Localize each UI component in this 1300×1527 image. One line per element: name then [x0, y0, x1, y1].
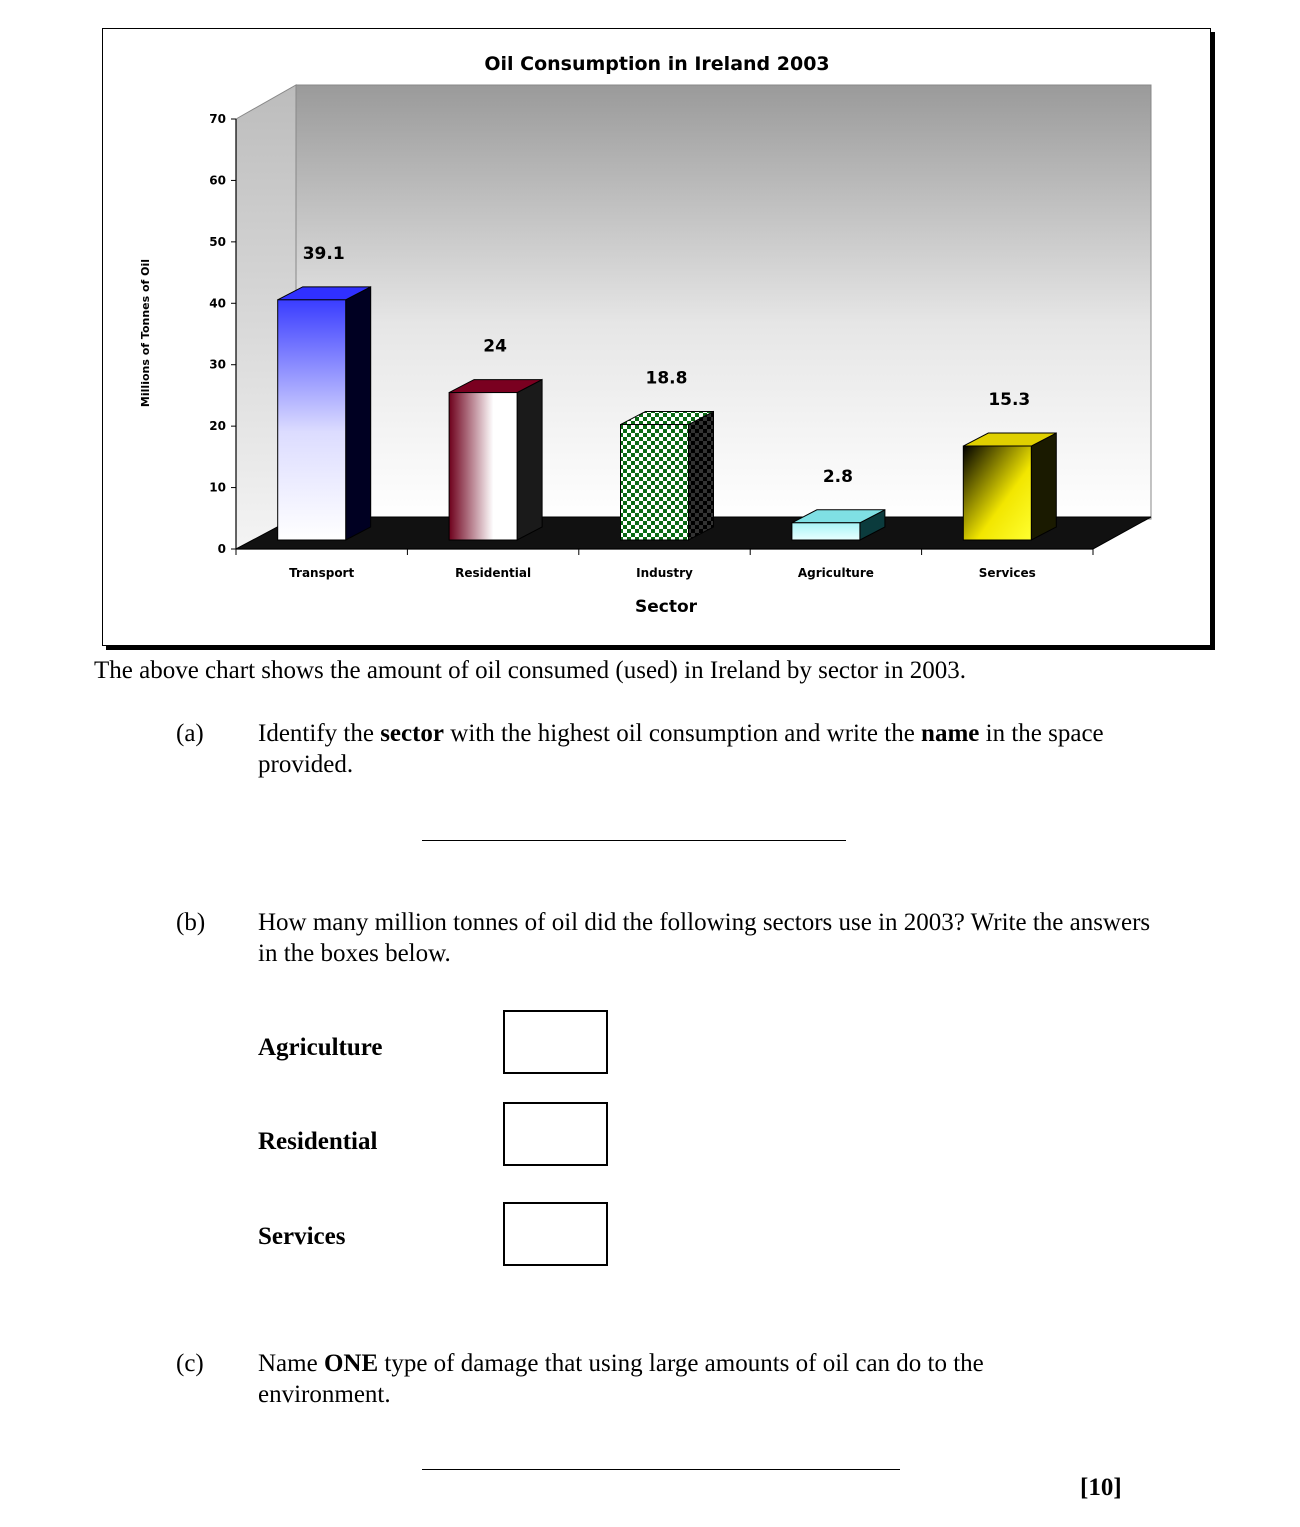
bar-side — [346, 287, 371, 540]
question-c-letter: (c) — [176, 1350, 204, 1377]
question-a-bold: sector — [380, 720, 445, 747]
marks-total: [10] — [1080, 1474, 1122, 1501]
y-tick-label: 70 — [209, 112, 226, 126]
question-b-letter: (b) — [176, 909, 206, 936]
question-a-text — [258, 718, 1138, 780]
answer-box-services[interactable] — [503, 1202, 608, 1266]
y-tick-label: 60 — [209, 173, 226, 188]
data-label: 2.8 — [822, 466, 853, 487]
bar — [278, 300, 346, 540]
chart-title: Oil Consumption in Ireland 2003 — [484, 53, 830, 75]
x-axis-label: Sector — [634, 597, 698, 617]
x-tick-label: Residential — [455, 566, 532, 580]
question-a-bold: name — [921, 720, 980, 747]
bar-side — [1031, 433, 1056, 540]
question-a-part: Identify the — [258, 720, 381, 747]
chart-description: The above chart shows the amount of oil consumed (used) in Ireland by sector in 2003. — [94, 657, 966, 684]
y-axis-label: Millions of Tonnes of Oil — [139, 258, 152, 408]
y-tick-label: 10 — [209, 480, 226, 495]
question-b-text: How many million tonnes of oil did the following sectors use in 2003? Write the answers in the boxes below. — [258, 909, 1151, 967]
answer-label-residential: Residential — [258, 1128, 378, 1155]
question-c-bold: ONE — [323, 1350, 379, 1377]
answer-label-agriculture: Agriculture — [258, 1034, 383, 1061]
oil-consumption-chart — [103, 29, 1210, 645]
x-tick-label: Transport — [289, 566, 355, 580]
bar-side — [517, 380, 542, 540]
chart-frame — [102, 28, 1211, 646]
question-a-part: in the space provided. — [258, 720, 1104, 778]
bar — [963, 446, 1031, 540]
answer-label-services: Services — [258, 1223, 346, 1250]
y-tick-label: 20 — [209, 419, 226, 434]
x-tick-label: Agriculture — [797, 566, 874, 580]
question-a-letter: (a) — [176, 720, 204, 747]
answer-line-c[interactable] — [422, 1469, 900, 1470]
bar — [621, 425, 689, 540]
data-label: 24 — [483, 336, 507, 357]
question-a-part: with the highest oil consumption and write the — [444, 720, 922, 747]
x-tick-label: Industry — [636, 566, 693, 580]
question-c-part: Name — [258, 1350, 324, 1377]
y-tick-label: 40 — [209, 296, 226, 311]
question-c-part: type of damage that using large amounts of oil can do to the environment. — [258, 1350, 984, 1408]
answer-box-agriculture[interactable] — [503, 1010, 608, 1074]
answer-box-residential[interactable] — [503, 1102, 608, 1166]
y-tick-label: 50 — [209, 234, 226, 249]
bar — [449, 393, 517, 540]
answer-line-a[interactable] — [422, 840, 846, 841]
data-label: 18.8 — [645, 368, 688, 389]
data-label: 15.3 — [988, 390, 1031, 411]
y-tick-label: 0 — [217, 542, 226, 556]
question-c-text — [258, 1348, 1078, 1410]
y-tick-label: 30 — [209, 357, 226, 372]
bar-side — [689, 412, 714, 540]
x-tick-label: Services — [978, 566, 1036, 580]
bar — [792, 523, 860, 540]
data-label: 39.1 — [302, 243, 345, 264]
